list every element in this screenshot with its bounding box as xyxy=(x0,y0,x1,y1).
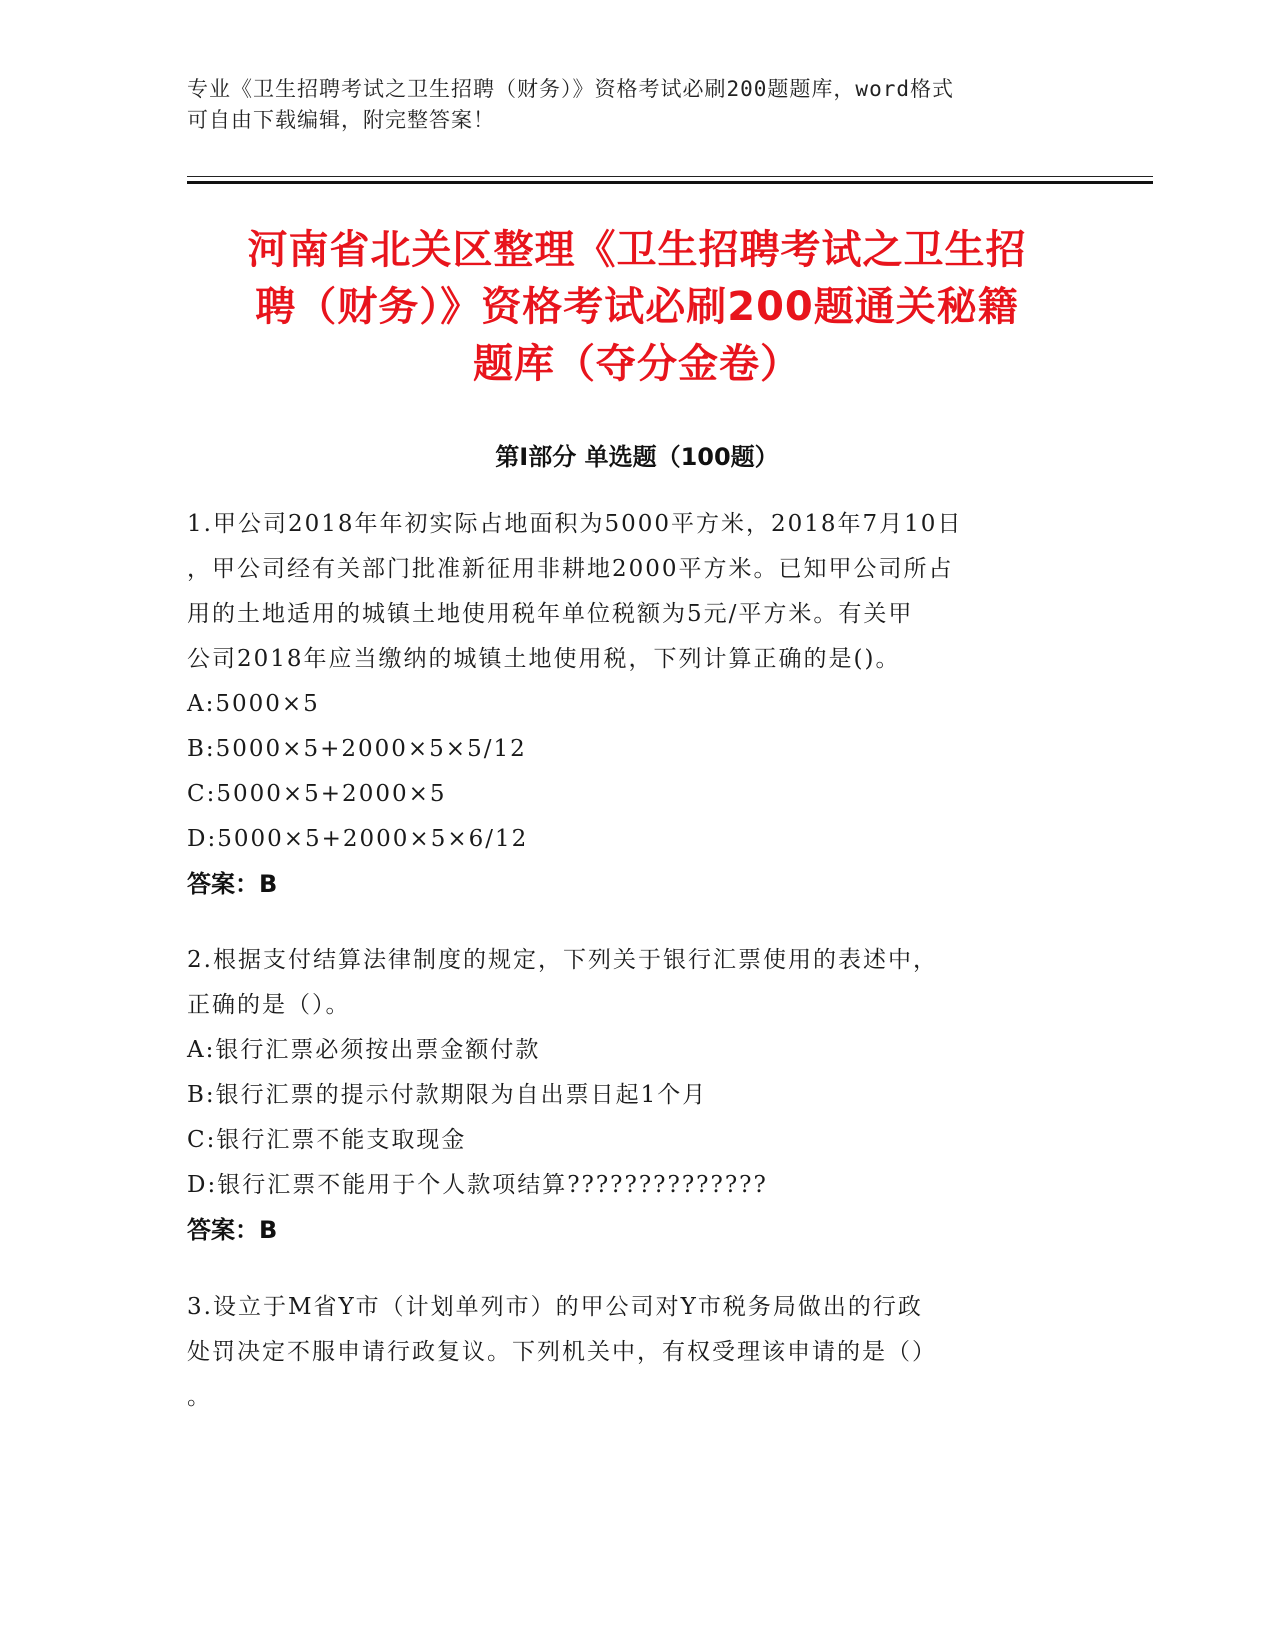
option-a: A:5000×5 xyxy=(187,691,320,717)
answer-label: 答案： xyxy=(187,1216,259,1244)
answer-value: B xyxy=(259,870,278,898)
question-text xyxy=(187,502,1087,682)
question-3 xyxy=(187,1285,1087,1420)
question-1 xyxy=(187,502,1087,907)
section-heading: 第Ⅰ部分 单选题（100题） xyxy=(495,443,779,471)
header-divider-thick xyxy=(187,181,1153,184)
question-2 xyxy=(187,938,1087,1253)
title-line: 河南省北关区整理《卫生招聘考试之卫生招 xyxy=(247,227,1027,273)
question-line: 正确的是（）。 xyxy=(187,992,351,1018)
header-divider-thin xyxy=(187,176,1153,177)
option-a: A:银行汇票必须按出票金额付款 xyxy=(187,1037,541,1063)
answer-line xyxy=(187,862,1087,907)
question-line: 3.设立于M省Y市（计划单列市）的甲公司对Y市税务局做出的行政 xyxy=(187,1294,923,1320)
question-line: 处罚决定不服申请行政复议。下列机关中，有权受理该申请的是（） xyxy=(187,1339,937,1365)
question-text xyxy=(187,1285,1087,1420)
question-line: 。 xyxy=(187,1384,212,1410)
title-line: 题库（夺分金卷） xyxy=(473,341,801,387)
title-line: 聘（财务）》资格考试必刷200题通关秘籍 xyxy=(255,284,1019,330)
answer-value: B xyxy=(259,1216,278,1244)
header-note-line: 可自由下载编辑，附完整答案！ xyxy=(187,108,495,132)
question-line: 公司2018年应当缴纳的城镇土地使用税，下列计算正确的是()。 xyxy=(187,646,901,672)
option-b: B:5000×5+2000×5×5/12 xyxy=(187,736,527,762)
question-line: 2.根据支付结算法律制度的规定，下列关于银行汇票使用的表述中， xyxy=(187,947,938,973)
header-note xyxy=(187,74,1067,136)
option-d: D:银行汇票不能用于个人款项结算?????????????? xyxy=(187,1172,768,1198)
option-c: C:银行汇票不能支取现金 xyxy=(187,1127,467,1153)
option-b: B:银行汇票的提示付款期限为自出票日起1个月 xyxy=(187,1082,708,1108)
document-title xyxy=(187,222,1087,393)
answer-line xyxy=(187,1208,1087,1253)
question-line: 用的土地适用的城镇土地使用税年单位税额为5元/平方米。有关甲 xyxy=(187,601,914,627)
question-line: ，甲公司经有关部门批准新征用非耕地2000平方米。已知甲公司所占 xyxy=(187,556,954,582)
answer-label: 答案： xyxy=(187,870,259,898)
header-note-line: 专业《卫生招聘考试之卫生招聘（财务）》资格考试必刷200题题库，word格式 xyxy=(187,77,954,101)
question-text xyxy=(187,938,1087,1028)
option-c: C:5000×5+2000×5 xyxy=(187,781,447,807)
option-d: D:5000×5+2000×5×6/12 xyxy=(187,826,529,852)
question-line: 1.甲公司2018年年初实际占地面积为5000平方米，2018年7月10日 xyxy=(187,511,963,537)
